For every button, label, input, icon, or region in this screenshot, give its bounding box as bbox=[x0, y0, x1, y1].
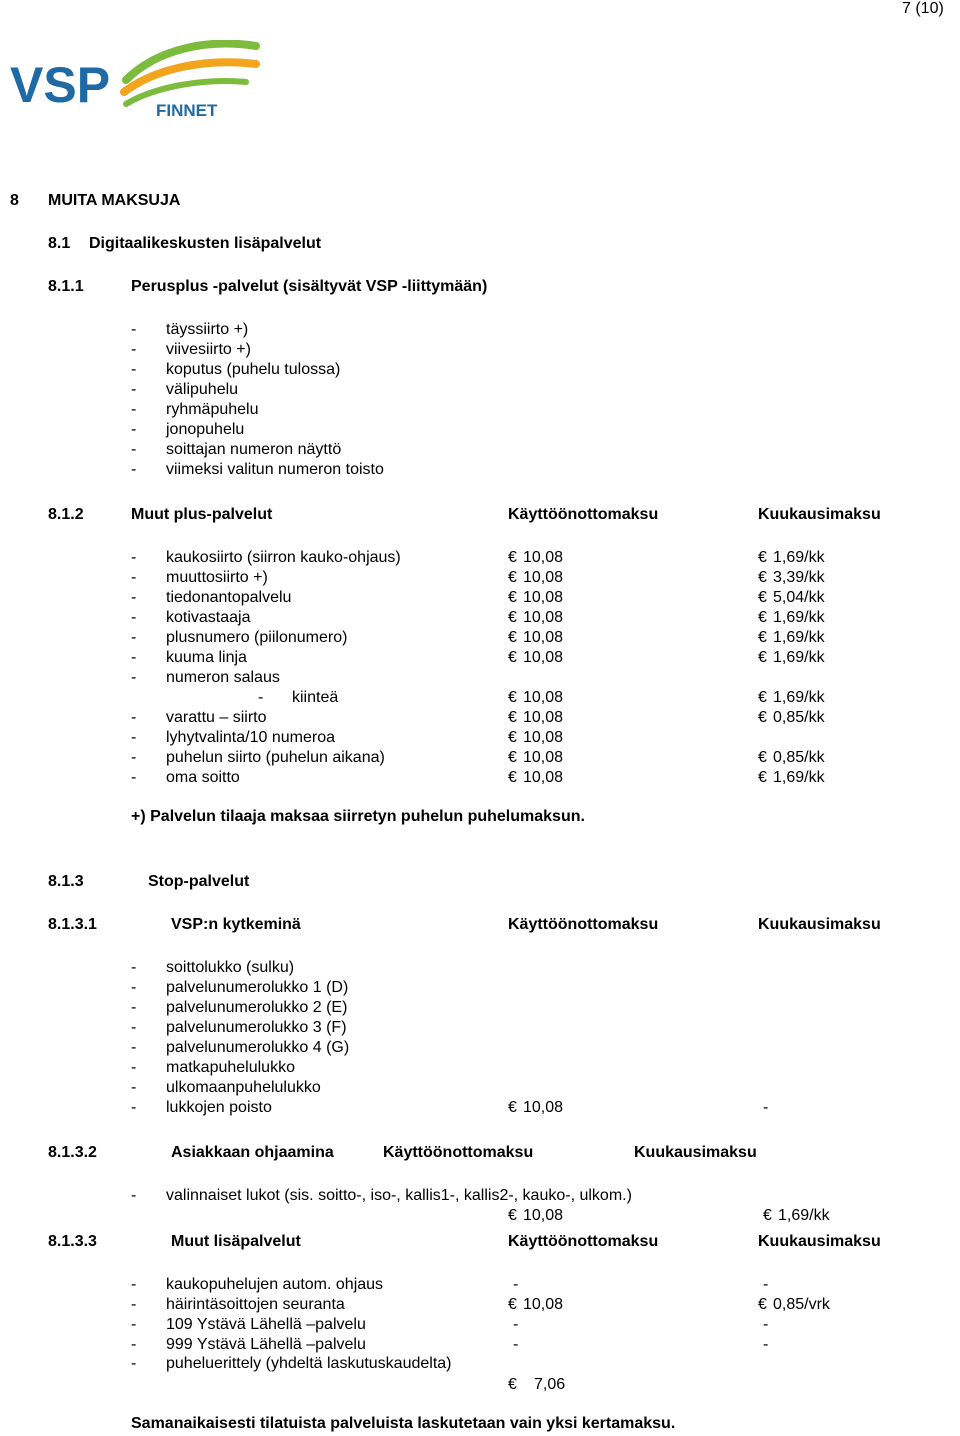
monthly-fee: 0,85/kk bbox=[773, 709, 825, 726]
section-number: 8.1.3.2 bbox=[48, 1144, 97, 1161]
bullet-dash: - bbox=[131, 709, 137, 726]
bullet-dash: - bbox=[131, 569, 137, 586]
section-title: Perusplus -palvelut (sisältyvät VSP -liittymään) bbox=[131, 278, 488, 295]
footnote: +) Palvelun tilaaja maksaa siirretyn puhelun puhelumaksun. bbox=[131, 808, 585, 825]
section-number: 8.1 bbox=[48, 235, 71, 252]
monthly-fee: - bbox=[763, 1316, 769, 1333]
section-title: Muut plus-palvelut bbox=[131, 506, 273, 523]
euro-sign: € bbox=[758, 589, 767, 606]
activation-fee: 7,06 bbox=[534, 1376, 566, 1393]
bullet-dash: - bbox=[131, 1019, 137, 1036]
euro-sign: € bbox=[508, 569, 517, 586]
table-row bbox=[0, 628, 960, 648]
svg-text:VSP: VSP bbox=[10, 57, 111, 113]
monthly-fee: - bbox=[763, 1099, 769, 1116]
euro-sign: € bbox=[758, 609, 767, 626]
bullet-dash: - bbox=[131, 649, 137, 666]
monthly-fee: 1,69/kk bbox=[773, 549, 825, 566]
monthly-fee: 1,69/kk bbox=[773, 629, 825, 646]
service-label: oma soitto bbox=[166, 769, 240, 786]
euro-sign: € bbox=[758, 569, 767, 586]
column-header-fee: Käyttöönottomaksu bbox=[383, 1144, 534, 1161]
bullet-dash: - bbox=[131, 549, 137, 566]
activation-fee: - bbox=[513, 1276, 519, 1293]
bullet-dash: - bbox=[131, 1316, 137, 1333]
euro-sign: € bbox=[508, 649, 517, 666]
service-label: välipuhelu bbox=[166, 381, 239, 398]
table-row bbox=[0, 1315, 960, 1335]
table-row bbox=[0, 688, 960, 708]
activation-fee: 10,08 bbox=[523, 589, 564, 606]
service-label: 109 Ystävä Lähellä –palvelu bbox=[166, 1316, 366, 1333]
monthly-fee: 3,39/kk bbox=[773, 569, 825, 586]
monthly-fee: 0,85/kk bbox=[773, 749, 825, 766]
euro-sign: € bbox=[758, 709, 767, 726]
bullet-dash: - bbox=[131, 749, 137, 766]
activation-fee: 10,08 bbox=[523, 629, 564, 646]
service-label: muuttosiirto +) bbox=[166, 569, 268, 586]
service-label: soittajan numeron näyttö bbox=[166, 441, 342, 458]
euro-sign: € bbox=[508, 549, 517, 566]
euro-sign: € bbox=[758, 689, 767, 706]
service-label: ulkomaanpuhelulukko bbox=[166, 1079, 321, 1096]
section-number: 8.1.1 bbox=[48, 278, 84, 295]
table-row bbox=[0, 568, 960, 588]
activation-fee: 10,08 bbox=[523, 1296, 564, 1313]
section-title: Digitaalikeskusten lisäpalvelut bbox=[89, 235, 322, 252]
service-label: numeron salaus bbox=[166, 669, 280, 686]
table-row bbox=[0, 748, 960, 768]
table-row bbox=[0, 668, 960, 688]
bullet-dash: - bbox=[131, 421, 137, 438]
service-label: varattu – siirto bbox=[166, 709, 267, 726]
vsp-finnet-logo bbox=[6, 40, 266, 130]
euro-sign: € bbox=[508, 769, 517, 786]
bullet-dash: - bbox=[131, 979, 137, 996]
bullet-dash: - bbox=[131, 1276, 137, 1293]
column-header-fee: Käyttöönottomaksu bbox=[508, 1233, 659, 1250]
section-title: Stop-palvelut bbox=[148, 873, 250, 890]
service-label: koputus (puhelu tulossa) bbox=[166, 361, 341, 378]
euro-sign: € bbox=[758, 649, 767, 666]
table-row bbox=[0, 1058, 960, 1078]
service-label: soittolukko (sulku) bbox=[166, 959, 295, 976]
monthly-fee: 0,85/vrk bbox=[773, 1296, 830, 1313]
list-item bbox=[0, 380, 960, 400]
service-label: 999 Ystävä Lähellä –palvelu bbox=[166, 1336, 366, 1353]
table-row bbox=[0, 1295, 960, 1315]
activation-fee: 10,08 bbox=[523, 729, 564, 746]
table-row bbox=[0, 548, 960, 568]
bullet-dash: - bbox=[131, 441, 137, 458]
bullet-dash: - bbox=[131, 1296, 137, 1313]
service-label: viimeksi valitun numeron toisto bbox=[166, 461, 384, 478]
section-number: 8 bbox=[10, 192, 19, 209]
service-label: ryhmäpuhelu bbox=[166, 401, 259, 418]
table-row bbox=[0, 608, 960, 628]
service-label: palvelunumerolukko 3 (F) bbox=[166, 1019, 347, 1036]
activation-fee: 10,08 bbox=[523, 609, 564, 626]
service-label: kuuma linja bbox=[166, 649, 247, 666]
table-row bbox=[0, 728, 960, 748]
service-label: kotivastaaja bbox=[166, 609, 251, 626]
bullet-dash: - bbox=[131, 1355, 137, 1372]
list-item bbox=[0, 360, 960, 380]
bullet-dash: - bbox=[258, 689, 264, 706]
bullet-dash: - bbox=[131, 959, 137, 976]
bullet-dash: - bbox=[131, 461, 137, 478]
euro-sign: € bbox=[758, 1296, 767, 1313]
column-header-fee: Käyttöönottomaksu bbox=[508, 506, 659, 523]
euro-sign: € bbox=[508, 609, 517, 626]
service-label: tiedonantopalvelu bbox=[166, 589, 292, 606]
service-label: täyssiirto +) bbox=[166, 321, 249, 338]
monthly-fee: 1,69/kk bbox=[773, 609, 825, 626]
euro-sign: € bbox=[508, 729, 517, 746]
section-number: 8.1.3.1 bbox=[48, 916, 97, 933]
bullet-dash: - bbox=[131, 401, 137, 418]
section-title: VSP:n kytkeminä bbox=[171, 916, 301, 933]
activation-fee: 10,08 bbox=[523, 1207, 564, 1224]
bullet-dash: - bbox=[131, 769, 137, 786]
bullet-dash: - bbox=[131, 1099, 137, 1116]
activation-fee: 10,08 bbox=[523, 709, 564, 726]
service-label: palvelunumerolukko 1 (D) bbox=[166, 979, 349, 996]
bullet-dash: - bbox=[131, 381, 137, 398]
table-row bbox=[0, 1098, 960, 1118]
section-title: MUITA MAKSUJA bbox=[48, 192, 181, 209]
monthly-fee: 1,69/kk bbox=[773, 689, 825, 706]
bullet-dash: - bbox=[131, 609, 137, 626]
table-row bbox=[0, 958, 960, 978]
table-row bbox=[0, 998, 960, 1018]
bullet-dash: - bbox=[131, 1039, 137, 1056]
section-title: Asiakkaan ohjaamina bbox=[171, 1144, 334, 1161]
column-header-monthly: Kuukausimaksu bbox=[634, 1144, 757, 1161]
list-item bbox=[0, 340, 960, 360]
bullet-dash: - bbox=[131, 629, 137, 646]
column-header-fee: Käyttöönottomaksu bbox=[508, 916, 659, 933]
table-row bbox=[0, 1018, 960, 1038]
activation-fee: 10,08 bbox=[523, 549, 564, 566]
activation-fee: - bbox=[513, 1336, 519, 1353]
table-row bbox=[0, 1275, 960, 1295]
table-row bbox=[0, 1038, 960, 1058]
euro-sign: € bbox=[508, 1376, 517, 1393]
monthly-fee: 1,69/kk bbox=[773, 769, 825, 786]
service-label: palvelunumerolukko 2 (E) bbox=[166, 999, 348, 1016]
bullet-dash: - bbox=[131, 999, 137, 1016]
euro-sign: € bbox=[758, 629, 767, 646]
service-label: palvelunumerolukko 4 (G) bbox=[166, 1039, 350, 1056]
bullet-dash: - bbox=[131, 1336, 137, 1353]
monthly-fee: 1,69/kk bbox=[773, 649, 825, 666]
euro-sign: € bbox=[508, 629, 517, 646]
table-row bbox=[0, 1078, 960, 1098]
service-label: puhelueritt​ely (yhdeltä laskutuskaudelta) bbox=[166, 1355, 452, 1372]
euro-sign: € bbox=[508, 1296, 517, 1313]
column-header-monthly: Kuukausimaksu bbox=[758, 1233, 881, 1250]
activation-fee: - bbox=[513, 1316, 519, 1333]
euro-sign: € bbox=[508, 709, 517, 726]
list-item bbox=[0, 320, 960, 340]
euro-sign: € bbox=[508, 749, 517, 766]
table-row bbox=[0, 588, 960, 608]
activation-fee: 10,08 bbox=[523, 569, 564, 586]
euro-sign: € bbox=[758, 769, 767, 786]
column-header-monthly: Kuukausimaksu bbox=[758, 916, 881, 933]
activation-fee: 10,08 bbox=[523, 689, 564, 706]
service-label: valinnaiset lukot (sis. soitto-, iso-, kallis1-, kallis2-, kauko-, ulkom.) bbox=[166, 1187, 632, 1204]
service-label: lukkojen poisto bbox=[166, 1099, 272, 1116]
list-item bbox=[0, 440, 960, 460]
bullet-dash: - bbox=[131, 321, 137, 338]
service-label: häirintäsoittojen seuranta bbox=[166, 1296, 345, 1313]
table-row bbox=[0, 978, 960, 998]
svg-text:FINNET: FINNET bbox=[156, 101, 218, 120]
table-row bbox=[0, 768, 960, 788]
euro-sign: € bbox=[758, 749, 767, 766]
page-number: 7 (10) bbox=[902, 0, 944, 17]
activation-fee: 10,08 bbox=[523, 769, 564, 786]
table-row bbox=[0, 1335, 960, 1355]
section-number: 8.1.3.3 bbox=[48, 1233, 97, 1250]
activation-fee: 10,08 bbox=[523, 1099, 564, 1116]
euro-sign: € bbox=[508, 1207, 517, 1224]
table-row bbox=[0, 648, 960, 668]
list-item bbox=[0, 420, 960, 440]
bullet-dash: - bbox=[131, 729, 137, 746]
bullet-dash: - bbox=[131, 589, 137, 606]
section-number: 8.1.2 bbox=[48, 506, 84, 523]
bullet-dash: - bbox=[131, 1079, 137, 1096]
monthly-fee: 1,69/kk bbox=[778, 1207, 830, 1224]
bullet-dash: - bbox=[131, 669, 137, 686]
activation-fee: 10,08 bbox=[523, 649, 564, 666]
monthly-fee: 5,04/kk bbox=[773, 589, 825, 606]
list-item bbox=[0, 400, 960, 420]
column-header-monthly: Kuukausimaksu bbox=[758, 506, 881, 523]
bullet-dash: - bbox=[131, 1187, 137, 1204]
list-item bbox=[0, 460, 960, 480]
euro-sign: € bbox=[758, 549, 767, 566]
service-label: matkapuhelulukko bbox=[166, 1059, 295, 1076]
service-label: lyhytvalinta/10 numeroa bbox=[166, 729, 335, 746]
bullet-dash: - bbox=[131, 341, 137, 358]
service-label: viivesiirto +) bbox=[166, 341, 251, 358]
euro-sign: € bbox=[508, 689, 517, 706]
euro-sign: € bbox=[508, 1099, 517, 1116]
section-number: 8.1.3 bbox=[48, 873, 84, 890]
service-label: kaukopuhelujen autom. ohjaus bbox=[166, 1276, 384, 1293]
section-title: Muut lisäpalvelut bbox=[171, 1233, 301, 1250]
service-label: kaukosiirto (siirron kauko-ohjaus) bbox=[166, 549, 401, 566]
euro-sign: € bbox=[763, 1207, 772, 1224]
service-label: puhelun siirto (puhelun aikana) bbox=[166, 749, 385, 766]
euro-sign: € bbox=[508, 589, 517, 606]
activation-fee: 10,08 bbox=[523, 749, 564, 766]
monthly-fee: - bbox=[763, 1276, 769, 1293]
service-label: jonopuhelu bbox=[166, 421, 245, 438]
bullet-dash: - bbox=[131, 361, 137, 378]
bullet-dash: - bbox=[131, 1059, 137, 1076]
service-label: kiinteä bbox=[292, 689, 339, 706]
final-note: Samanaikaisesti tilatuista palveluista laskutetaan vain yksi kertamaksu. bbox=[131, 1415, 676, 1432]
monthly-fee: - bbox=[763, 1336, 769, 1353]
table-row bbox=[0, 708, 960, 728]
service-label: plusnumero (piilonumero) bbox=[166, 629, 348, 646]
